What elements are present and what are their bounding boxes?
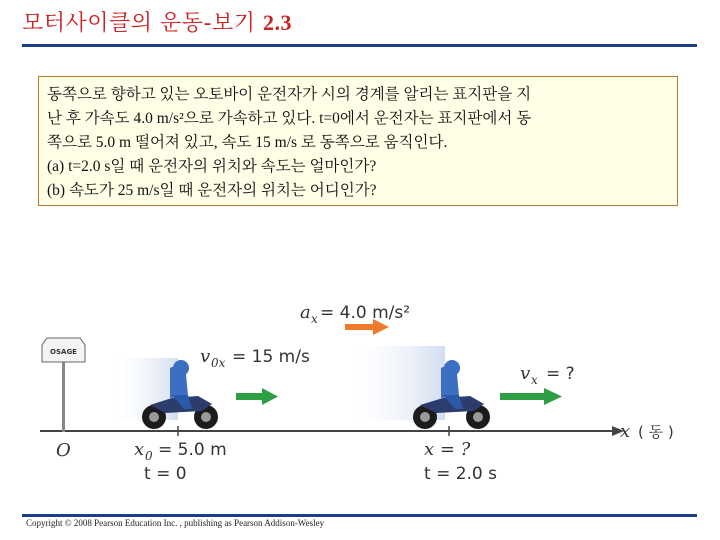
- sign-post: [62, 362, 65, 432]
- sign-text: OSAGE: [50, 348, 77, 356]
- copyright-text: Copyright © 2008 Pearson Education Inc. , publishing as Pearson Addison-Wesley: [26, 518, 325, 528]
- accel-value: = 4.0 m/s²: [320, 303, 411, 323]
- axis-direction-label: ( 동 ): [638, 423, 674, 441]
- accel-subscript: x: [311, 312, 318, 326]
- footer-rule: [22, 514, 697, 517]
- problem-line: 난 후 가속도 4.0 m/s²으로 가속하고 있다. t=0에서 운전자는 표지판에서 동: [47, 110, 532, 127]
- title-number: 2.3: [262, 10, 292, 35]
- x-axis-label: x: [620, 421, 631, 442]
- x0-value: = 5.0 m: [158, 440, 227, 460]
- motorcycle-rider-start: [108, 358, 218, 429]
- v0-value: = 15 m/s: [232, 347, 310, 367]
- problem-line: 쪽으로 5.0 m 떨어져 있고, 속도 15 m/s 로 동쪽으로 움직인다.: [47, 134, 448, 151]
- final-velocity-arrow: [500, 388, 562, 405]
- t-final-label: t = 2.0 s: [424, 464, 498, 484]
- problem-line: (b) 속도가 25 m/s일 때 운전자의 위치는 어디인가?: [47, 182, 377, 199]
- origin-label: O: [56, 440, 71, 461]
- v0-subscript: 0x: [211, 356, 226, 370]
- vx-subscript: x: [531, 373, 538, 387]
- x0-subscript: 0: [145, 449, 153, 463]
- x0-symbol: x: [134, 439, 145, 460]
- motorcycle-rider-later: [345, 346, 490, 429]
- vx-symbol: v: [520, 363, 531, 384]
- problem-line: 동쪽으로 향하고 있는 오토바이 운전자가 시의 경계를 알리는 표지판을 지: [47, 86, 532, 103]
- initial-velocity-arrow: [236, 388, 278, 405]
- x-unknown-label: x = ?: [424, 439, 471, 460]
- title-text: 모터사이클의 운동-보기: [22, 11, 256, 36]
- vx-value: = ?: [546, 364, 575, 384]
- v0-symbol: v: [200, 346, 211, 367]
- accel-symbol: a: [300, 302, 311, 323]
- city-limit-sign: [42, 338, 85, 432]
- t0-label: t = 0: [144, 464, 187, 484]
- problem-line: (a) t=2.0 s일 때 운전자의 위치와 속도는 얼마인가?: [47, 158, 377, 175]
